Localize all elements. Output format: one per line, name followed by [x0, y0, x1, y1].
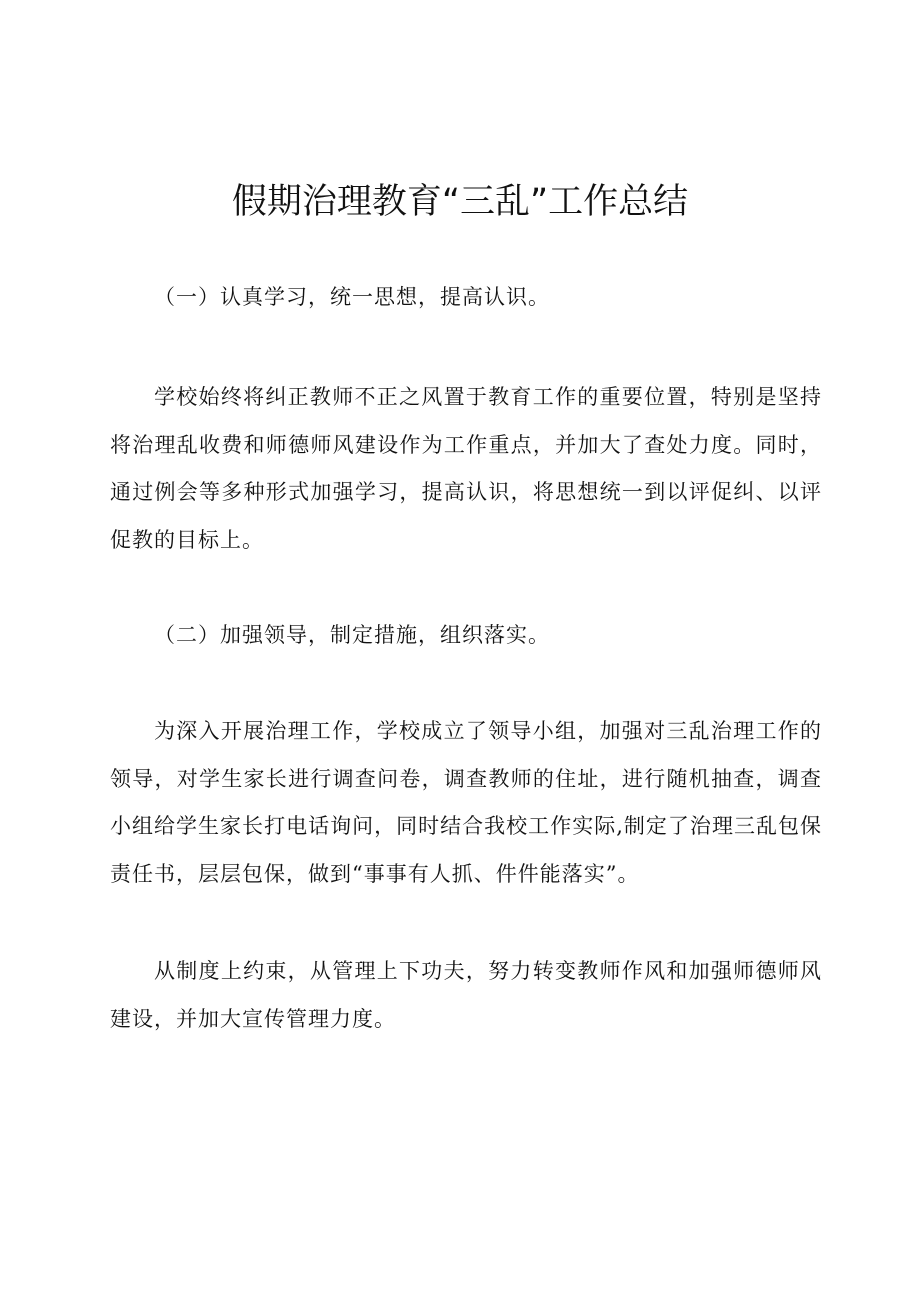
closing-paragraph: 从制度上约束，从管理上下功夫，努力转变教师作风和加强师德师风建设，并加大宣传管理力度。 [110, 959, 822, 1031]
section-1-heading: （一）认真学习，统一思想，提高认识。 [154, 285, 550, 309]
section-2-heading: （二）加强领导，制定措施，组织落实。 [154, 623, 550, 647]
document-title: 假期治理教育“三乱”工作总结 [231, 182, 689, 222]
section-2-paragraph: 为深入开展治理工作，学校成立了领导小组，加强对三乱治理工作的领导，对学生家长进行调查问卷，调查教师的住址，进行随机抽查，调查小组给学生家长打电话询问，同时结合我校工作实际,制定了治理三乱包保责任书，层层包保，做到“事事有人抓、件件能落实”。 [110, 719, 822, 886]
section-1-paragraph: 学校始终将纠正教师不正之风置于教育工作的重要位置，特别是坚持将治理乱收费和师德师风建设作为工作重点，并加大了查处力度。同时，通过例会等多种形式加强学习，提高认识，将思想统一到以评促纠、以评促教的目标上。 [110, 385, 822, 552]
